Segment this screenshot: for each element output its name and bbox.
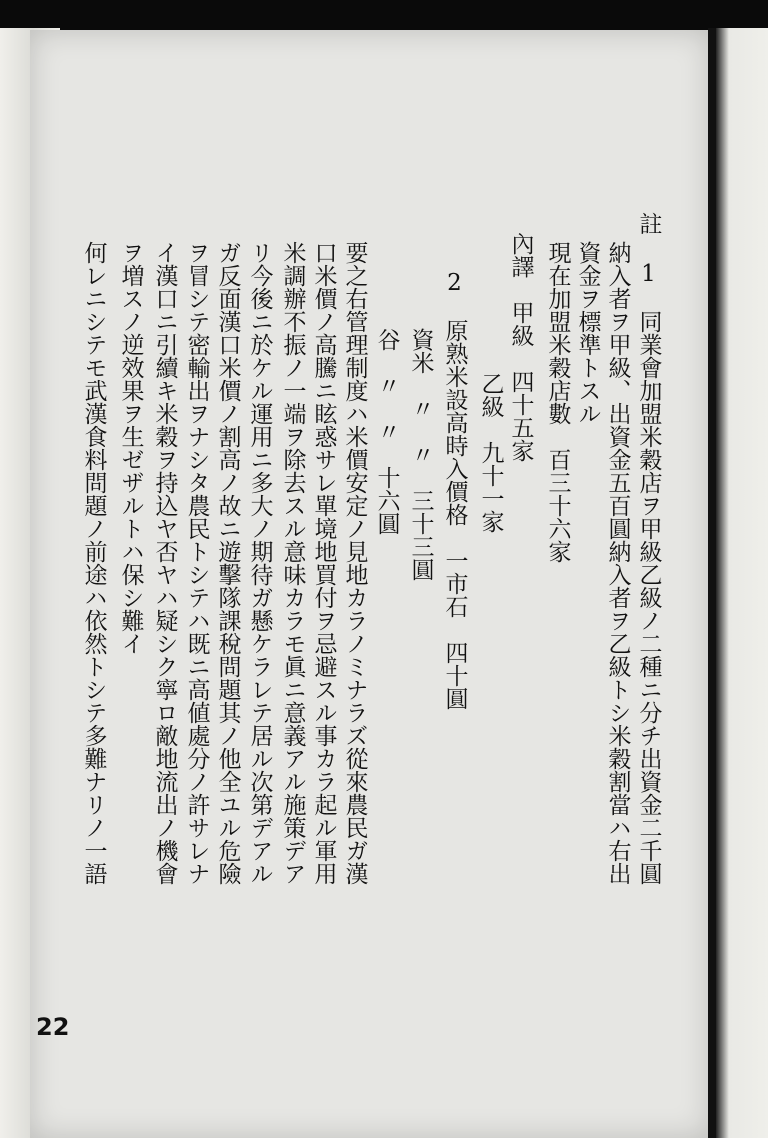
text-column: 2 原熟米設高時入價格 一市石 四十圓 — [441, 270, 468, 710]
text-column: イ漢口ニ引續キ米穀ヲ持込ヤ否ヤハ疑シク寧ロ敵地流出ノ機會 — [151, 241, 178, 885]
text-column: リ今後ニ於ケル運用ニ多大ノ期待ガ懸ケラレテ居ル次第デアル — [246, 241, 273, 885]
next-page-edge — [716, 28, 768, 1138]
page-number: 22 — [36, 1013, 70, 1041]
text-column: 納入者ヲ甲級、出資金五百圓納入者ヲ乙級トシ米穀割當ハ右出 — [604, 241, 631, 885]
text-column: 資米 〃 〃 三十三圓 — [407, 328, 434, 581]
text-column: 註 1 同業會加盟米穀店ヲ甲級乙級ノ二種ニ分チ出資金二千圓 — [635, 212, 662, 885]
text-column: 內譯 甲級 四十五家 — [507, 232, 534, 462]
text-column: ガ反面漢口米價ノ割高ノ故ニ遊擊隊課稅問題其ノ他全ユル危險 — [214, 241, 241, 885]
text-column: 要之右管理制度ハ米價安定ノ見地カラノミナラズ從來農民ガ漢 — [341, 241, 368, 885]
text-column: 現在加盟米穀店數 百三十六家 — [544, 241, 571, 563]
text-column: 米調辦不振ノ一端ヲ除去スル意味カラモ眞ニ意義アル施策デア — [279, 241, 306, 885]
text-column: ヲ増スノ逆效果ヲ生ゼザルトハ保シ難イ — [117, 241, 144, 655]
text-column: 谷 〃 〃 十六圓 — [373, 328, 400, 535]
text-column: 何レニシテモ武漢食料問題ノ前途ハ依然トシテ多難ナリノ一語 — [80, 241, 107, 885]
text-column: 口米價ノ高騰ニ眩惑サレ單境地買付ヲ忌避スル事カラ起ル軍用 — [310, 241, 337, 885]
text-column: 資金ヲ標準トスル — [574, 241, 601, 425]
text-column: ヲ冒シテ密輸出ヲナシタ農民トシテハ既ニ高値處分ノ許サレナ — [183, 241, 210, 885]
text-column: 乙級 九十一家 — [477, 372, 504, 533]
